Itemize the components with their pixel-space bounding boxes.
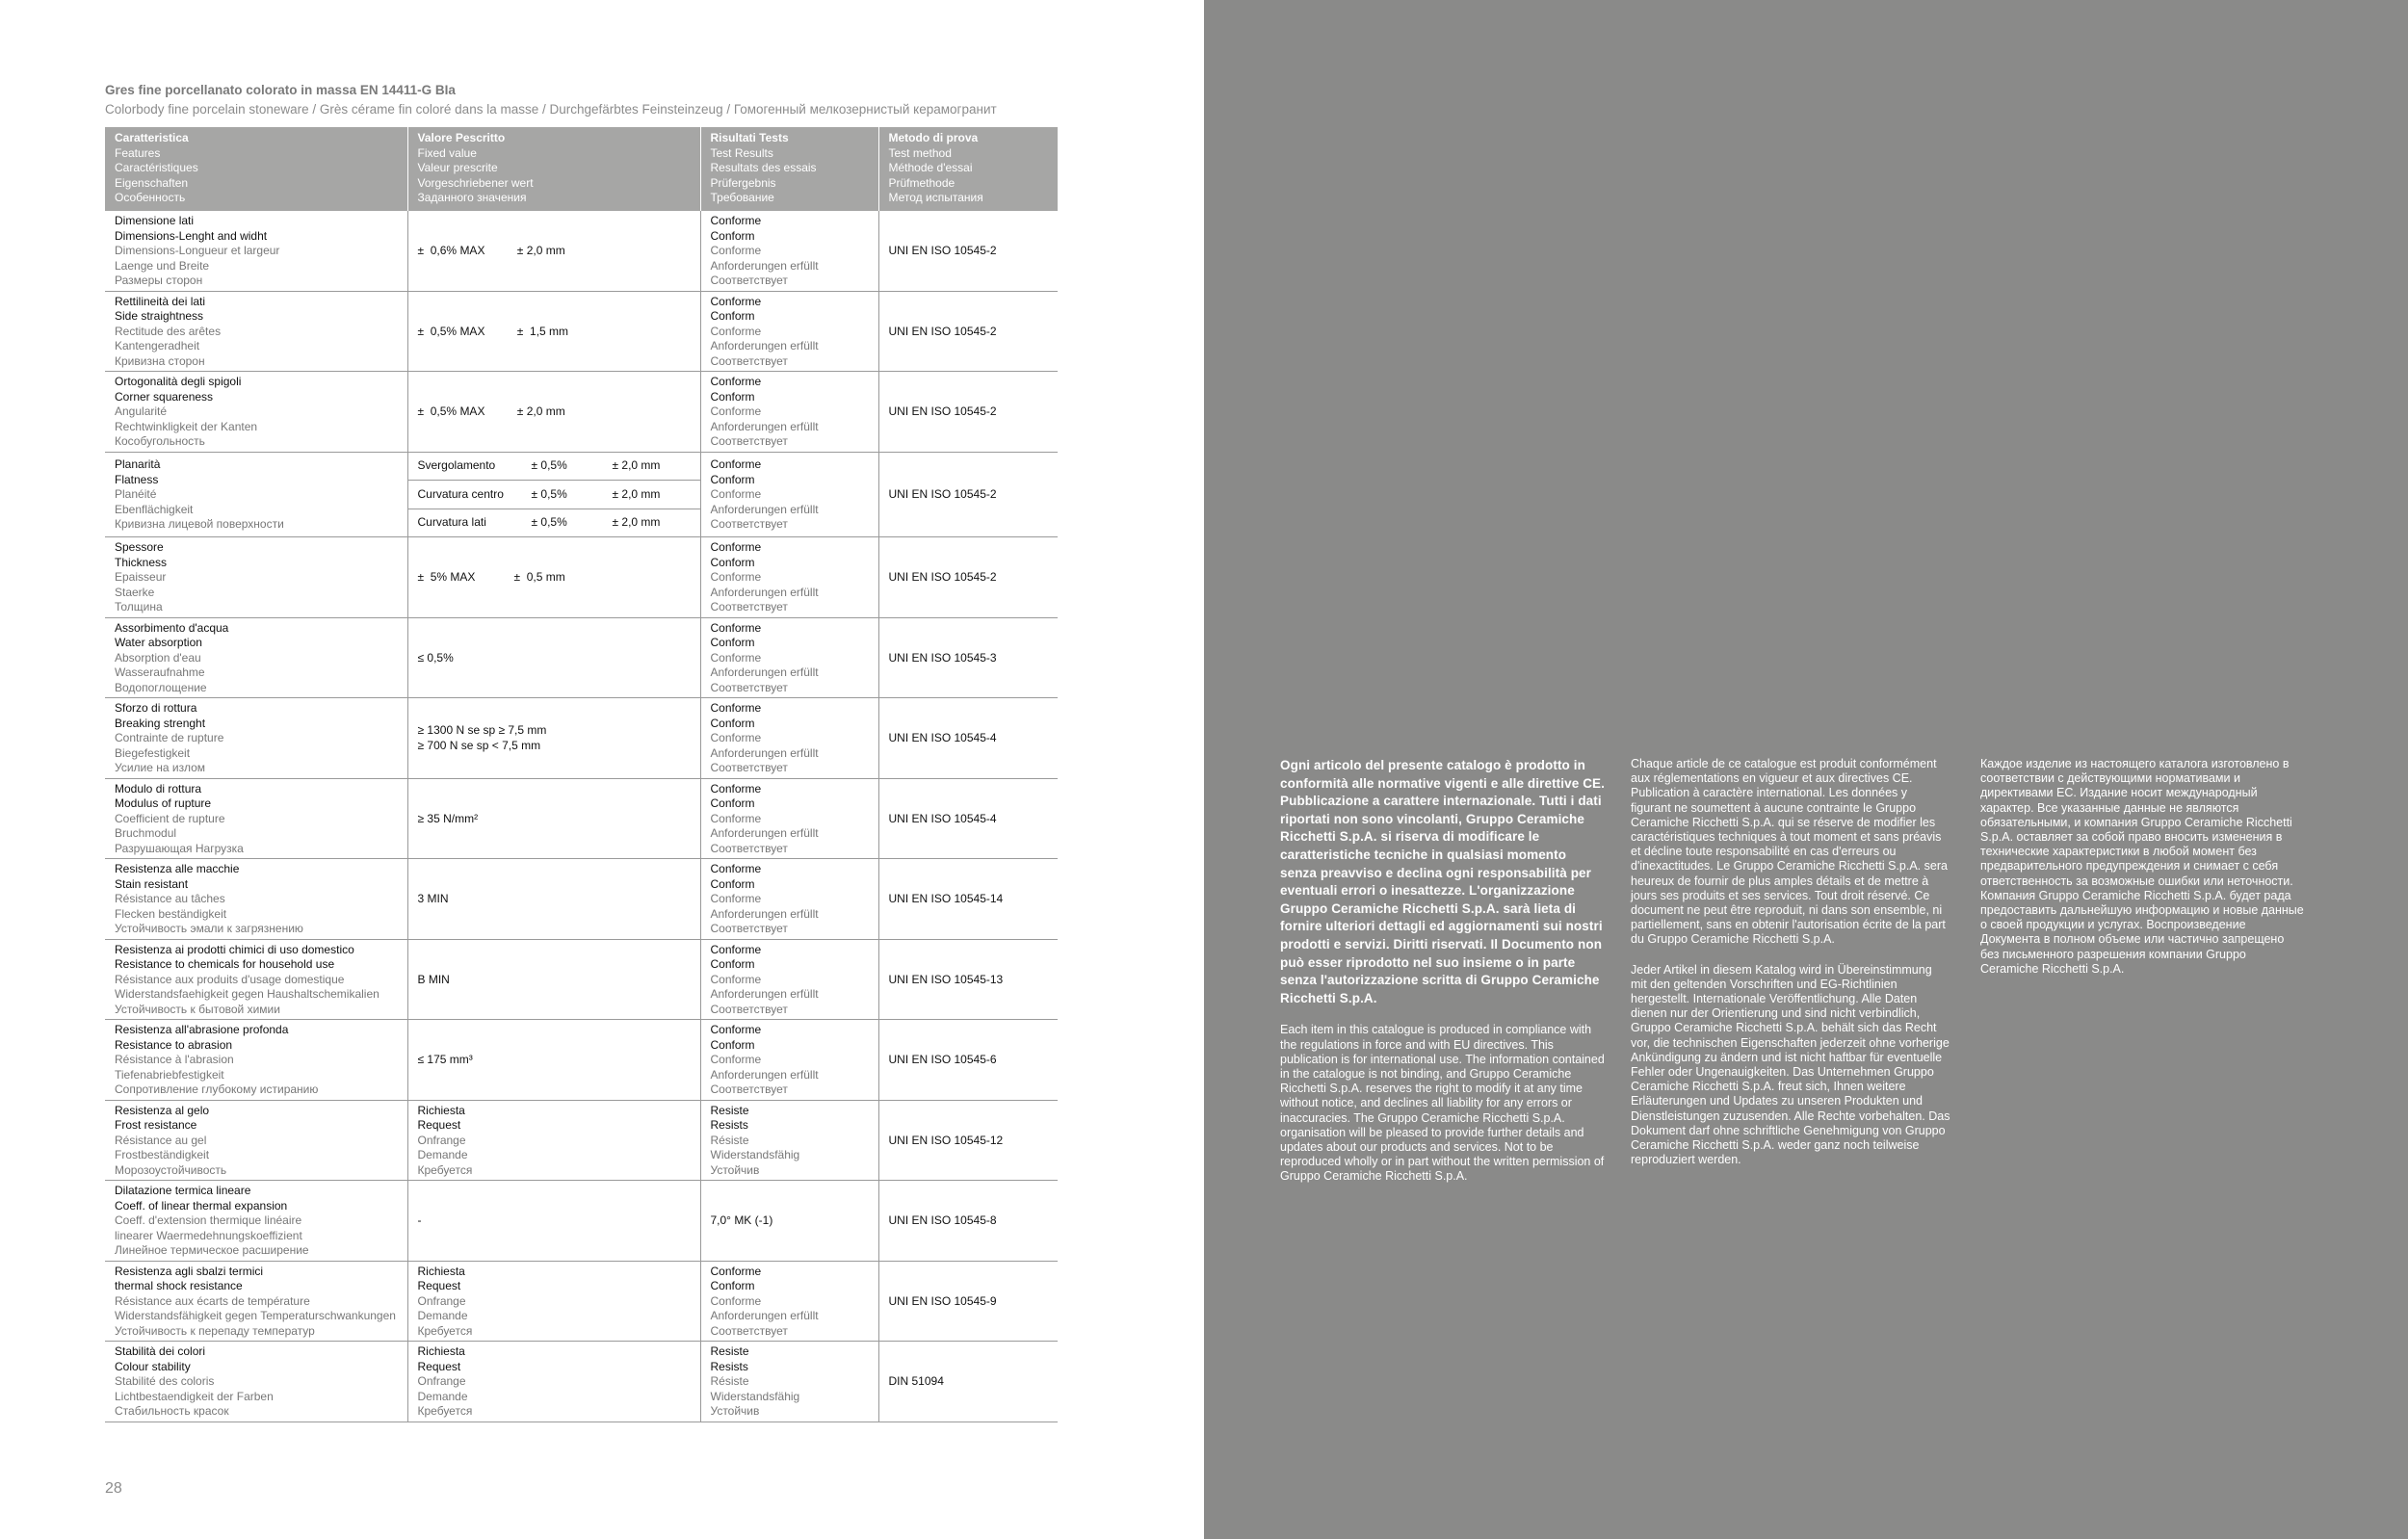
disclaimer-french: Chaque article de ce catalogue est produit conformément aux réglementations en vigueur et aux directives CE. Publication à caractère international. Les données y figurant ne soumettent à aucune contrainte le Gruppo Ceramiche Ricchetti S.p.A. qui se réserve de modifier les caractéristiques techniques à tout moment et sans préavis et décline toute responsabilité en cas d'erreurs ou d'inexactitudes. Le Gruppo Ceramiche Ricchetti S.p.A. sera heureux de fournir de plus amples détails et de mettre à jours ses produits et ses services. Tout droit réservé. Ce document ne peut être reproduit, ni dans son ensemble, ni partiellement, sans en obtenir l'autorisation écrite de la part du Gruppo Ceramiche Ricchetti S.p.A.	[1631, 757, 1948, 947]
method-cell	[878, 372, 1058, 453]
feature-italian: Assorbimento d'acqua	[115, 620, 229, 635]
feature-cell	[105, 939, 407, 1020]
results-translation: Widerstandsfähig	[710, 1148, 800, 1161]
header-test-results: Risultati Tests Test Results Resultats des essais Prüfergebnis Требование	[700, 127, 878, 211]
results-main: Resiste	[710, 1344, 749, 1358]
results-main: Conforme	[710, 214, 762, 227]
feature-cell	[105, 372, 407, 453]
value-cell	[407, 452, 700, 537]
table-header-row	[105, 127, 1058, 211]
feature-italian: Dimensione lati	[115, 214, 195, 227]
table-row	[105, 1020, 1058, 1101]
results-translation: Conforme	[710, 404, 762, 418]
table-row	[105, 778, 1058, 859]
value-text: ± 5% MAX ± 0,5 mm	[417, 570, 565, 584]
table-row	[105, 211, 1058, 291]
value-translation: Demande	[417, 1309, 468, 1322]
specifications-table	[105, 127, 1058, 1422]
results-translation: Устойчив	[710, 1404, 760, 1418]
feature-cell	[105, 1261, 407, 1342]
feature-cell	[105, 537, 407, 618]
results-main: Conform	[710, 636, 755, 649]
value-cell	[407, 537, 700, 618]
method-cell	[878, 1020, 1058, 1101]
feature-cell	[105, 778, 407, 859]
feature-english: Breaking strenght	[115, 716, 206, 730]
value-translation: Onfrange	[417, 1133, 466, 1147]
value-cell	[407, 1342, 700, 1422]
results-translation: Соответствует	[710, 353, 788, 368]
results-translation: Anforderungen erfüllt	[710, 419, 819, 433]
value-text: ≥ 35 N/mm²	[417, 811, 479, 825]
feature-english: Stain resistant	[115, 876, 189, 891]
flatness-percent: ± 0,5%	[531, 486, 567, 501]
value-translation: Demande	[417, 1148, 468, 1161]
header-test-method: Metodo di prova Test method Méthode d'essai Prüfmethode Метод испытания	[878, 127, 1058, 211]
value-text: 3 MIN	[417, 892, 449, 905]
results-main: Conforme	[710, 862, 762, 875]
feature-translation: linearer Waermedehnungskoeffizient	[115, 1228, 302, 1242]
results-translation: Conforme	[710, 1053, 762, 1066]
results-cell	[700, 537, 878, 618]
results-translation: Conforme	[710, 972, 762, 986]
results-translation: Устойчив	[710, 1162, 760, 1177]
feature-translation: Размеры сторон	[115, 274, 203, 287]
results-translation: Соответствует	[710, 600, 788, 613]
value-text: ≤ 0,5%	[417, 650, 454, 665]
results-translation: Résiste	[710, 1133, 749, 1147]
method-text: UNI EN ISO 10545-8	[888, 1213, 997, 1227]
results-main: Conforme	[710, 1023, 762, 1036]
flatness-subrow	[408, 481, 700, 509]
feature-translation: Усилие на излом	[115, 761, 206, 774]
value-cell	[407, 1020, 700, 1101]
method-cell	[878, 939, 1058, 1020]
feature-translation: Bruchmodul	[115, 826, 177, 840]
results-main: Conforme	[710, 1264, 762, 1278]
flatness-type: Curvatura lati	[417, 515, 486, 529]
results-main: Conform	[710, 716, 755, 730]
feature-italian: Resistenza all'abrasione profonda	[115, 1023, 289, 1036]
table-row	[105, 1261, 1058, 1342]
results-main: Conform	[710, 1037, 755, 1052]
results-cell	[700, 939, 878, 1020]
results-translation: Anforderungen erfüllt	[710, 906, 819, 921]
results-translation: Anforderungen erfüllt	[710, 987, 819, 1001]
results-translation: Соответствует	[710, 1323, 788, 1338]
value-text: ≤ 175 mm³	[417, 1053, 473, 1066]
feature-italian: Sforzo di rottura	[115, 701, 197, 715]
feature-translation: Водопоглощение	[115, 680, 207, 694]
results-translation: Widerstandsfähig	[710, 1389, 800, 1403]
table-row	[105, 537, 1058, 618]
feature-cell	[105, 1342, 407, 1422]
results-main: Conform	[710, 876, 755, 891]
feature-translation: Contrainte de rupture	[115, 731, 224, 744]
feature-translation: Résistance au tâches	[115, 892, 225, 905]
feature-translation: Толщина	[115, 600, 163, 613]
value-cell	[407, 1100, 700, 1181]
feature-translation: Устойчивость эмали к загрязнению	[115, 922, 303, 935]
feature-translation: Résistance au gel	[115, 1133, 207, 1147]
method-cell	[878, 859, 1058, 940]
method-text: UNI EN ISO 10545-4	[888, 731, 997, 744]
results-translation: Anforderungen erfüllt	[710, 339, 819, 352]
feature-translation: Сопротивление глубокому истиранию	[115, 1083, 319, 1096]
feature-translation: Flecken beständigkeit	[115, 906, 227, 921]
flatness-percent: ± 0,5%	[531, 458, 567, 472]
feature-translation: Widerstandsfähigkeit gegen Temperaturschwankungen	[115, 1309, 396, 1322]
feature-translation: Coeff. d'extension thermique linéaire	[115, 1213, 302, 1227]
feature-translation: Planéité	[115, 487, 157, 501]
results-main: Conform	[710, 389, 755, 404]
method-cell	[878, 617, 1058, 698]
results-main: Conforme	[710, 701, 762, 715]
value-translation: Onfrange	[417, 1293, 466, 1308]
feature-translation: Lichtbestaendigkeit der Farben	[115, 1389, 274, 1403]
feature-english: Water absorption	[115, 636, 202, 649]
value-text: ± 0,5% MAX ± 1,5 mm	[417, 324, 569, 338]
results-translation: Conforme	[710, 811, 762, 825]
feature-translation: Kantengeradheit	[115, 339, 200, 352]
value-main: Richiesta	[417, 1264, 465, 1278]
results-translation: Соответствует	[710, 761, 788, 774]
value-text: ± 0,6% MAX ± 2,0 mm	[417, 244, 565, 257]
results-translation: Соответствует	[710, 922, 788, 935]
value-cell	[407, 1181, 700, 1262]
feature-translation: Epaisseur	[115, 570, 167, 584]
value-line: ≥ 1300 N se sp ≥ 7,5 mm	[417, 723, 547, 738]
results-cell	[700, 211, 878, 291]
feature-italian: Dilatazione termica lineare	[115, 1184, 251, 1197]
feature-english: Dimensions-Lenght and widht	[115, 228, 268, 243]
feature-italian: Resistenza ai prodotti chimici di uso domestico	[115, 942, 354, 956]
feature-italian: Modulo di rottura	[115, 781, 202, 796]
results-main: Conforme	[710, 620, 762, 635]
results-main: Conform	[710, 796, 755, 810]
feature-translation: Кривизна сторон	[115, 353, 205, 368]
right-page	[1204, 0, 2408, 1539]
table-row	[105, 291, 1058, 372]
method-cell	[878, 291, 1058, 372]
feature-cell	[105, 1020, 407, 1101]
results-translation: Соответствует	[710, 434, 788, 448]
feature-english: Resistance to abrasion	[115, 1037, 233, 1052]
table-row	[105, 1342, 1058, 1422]
feature-cell	[105, 617, 407, 698]
table-row	[105, 939, 1058, 1020]
value-translation: Кребуется	[417, 1323, 473, 1338]
header-feature: Caratteristica Features Caractéristiques Eigenschaften Особенность	[105, 127, 407, 211]
feature-translation: Кособугольность	[115, 434, 205, 448]
feature-cell	[105, 1181, 407, 1262]
feature-translation: Ebenflächigkeit	[115, 502, 194, 516]
feature-translation: Wasseraufnahme	[115, 665, 205, 679]
feature-translation: Морозоустойчивость	[115, 1162, 227, 1177]
results-translation: Anforderungen erfüllt	[710, 1067, 819, 1082]
value-main: Request	[417, 1118, 461, 1132]
feature-english: Colour stability	[115, 1359, 191, 1373]
feature-translation: Coefficient de rupture	[115, 811, 225, 825]
feature-translation: Résistance aux écarts de température	[115, 1293, 310, 1308]
feature-translation: Absorption d'eau	[115, 650, 201, 665]
results-translation: Соответствует	[710, 274, 788, 287]
feature-translation: Biegefestigkeit	[115, 745, 191, 760]
method-cell	[878, 452, 1058, 537]
results-translation: Соответствует	[710, 841, 788, 855]
value-main: Request	[417, 1359, 461, 1373]
results-translation: Conforme	[710, 324, 762, 338]
method-text: UNI EN ISO 10545-2	[888, 324, 997, 338]
results-translation: Résiste	[710, 1374, 749, 1388]
method-cell	[878, 698, 1058, 779]
table-row	[105, 859, 1058, 940]
results-translation: Conforme	[710, 650, 762, 665]
results-text: 7,0° MK (-1)	[710, 1213, 773, 1227]
feature-translation: Stabilité des coloris	[115, 1374, 215, 1388]
flatness-subrow	[408, 453, 700, 482]
feature-cell	[105, 859, 407, 940]
disclaimer-english: Each item in this catalogue is produced in compliance with the regulations in force and with EU directives. This publication is for international use. The information contained in the catalogue is not binding, and Gruppo Ceramiche Ricchetti S.p.A. reserves the right to modify it at any time without notice, and declines all liability for any errors or inaccuracies. The Gruppo Ceramiche Ricchetti S.p.A. organisation will be pleased to provide further details and updates about our products and services. Not to be reproduced wholly or in part without the written permission of Gruppo Ceramiche Ricchetti S.p.A.	[1280, 1023, 1605, 1184]
disclaimer-column-1	[1280, 757, 1606, 1200]
method-text: UNI EN ISO 10545-2	[888, 570, 997, 584]
results-translation: Соответствует	[710, 680, 788, 694]
table-row	[105, 1100, 1058, 1181]
results-translation: Conforme	[710, 570, 762, 584]
disclaimer-column-3	[1980, 757, 2304, 992]
results-translation: Anforderungen erfüllt	[710, 585, 819, 599]
page-number: 28	[105, 1480, 122, 1497]
flatness-mm: ± 2,0 mm	[612, 458, 661, 472]
feature-english: Thickness	[115, 555, 168, 569]
feature-translation: Laenge und Breite	[115, 258, 210, 273]
table-row	[105, 698, 1058, 779]
value-main: Request	[417, 1279, 461, 1292]
feature-cell	[105, 1100, 407, 1181]
results-main: Resiste	[710, 1103, 749, 1117]
method-cell	[878, 1100, 1058, 1181]
feature-italian: Ortogonalità degli spigoli	[115, 375, 242, 388]
feature-translation: Разрушающая Нагрузка	[115, 841, 244, 855]
feature-translation: Angularité	[115, 404, 168, 418]
feature-italian: Resistenza al gelo	[115, 1103, 210, 1117]
results-translation: Соответствует	[710, 517, 788, 531]
method-text: UNI EN ISO 10545-2	[888, 404, 997, 418]
results-main: Conform	[710, 957, 755, 971]
value-cell	[407, 778, 700, 859]
flatness-mm: ± 2,0 mm	[612, 515, 661, 529]
feature-translation: Устойчивость к бытовой химии	[115, 1002, 280, 1016]
method-cell	[878, 778, 1058, 859]
feature-translation: Résistance aux produits d'usage domestique	[115, 972, 345, 986]
method-cell	[878, 1181, 1058, 1262]
method-cell	[878, 537, 1058, 618]
method-cell	[878, 1261, 1058, 1342]
results-cell	[700, 778, 878, 859]
value-main: Richiesta	[417, 1344, 465, 1358]
feature-translation: Устойчивость к перепаду температур	[115, 1323, 315, 1338]
feature-translation: Стабильность красок	[115, 1404, 229, 1418]
value-translation: Onfrange	[417, 1374, 466, 1388]
results-cell	[700, 698, 878, 779]
feature-cell	[105, 291, 407, 372]
results-translation: Соответствует	[710, 1083, 788, 1096]
results-translation: Anforderungen erfüllt	[710, 258, 819, 273]
table-row	[105, 452, 1058, 537]
table-row	[105, 372, 1058, 453]
results-main: Resists	[710, 1359, 748, 1373]
flatness-type: Curvatura centro	[417, 486, 504, 501]
feature-italian: Resistenza agli sbalzi termici	[115, 1264, 264, 1278]
feature-english: Coeff. of linear thermal expansion	[115, 1198, 288, 1213]
results-cell	[700, 1020, 878, 1101]
results-cell	[700, 1181, 878, 1262]
value-cell	[407, 939, 700, 1020]
feature-english: thermal shock resistance	[115, 1279, 243, 1292]
results-main: Conforme	[710, 457, 762, 471]
results-main: Conform	[710, 228, 755, 243]
results-translation: Conforme	[710, 487, 762, 501]
feature-italian: Rettilineità dei lati	[115, 294, 206, 308]
results-main: Conforme	[710, 540, 762, 554]
method-text: UNI EN ISO 10545-13	[888, 972, 1004, 986]
feature-english: Side straightness	[115, 309, 204, 323]
feature-english: Frost resistance	[115, 1118, 197, 1132]
disclaimer-column-2	[1631, 757, 1950, 1183]
feature-cell	[105, 698, 407, 779]
flatness-mm: ± 2,0 mm	[612, 486, 661, 501]
results-translation: Соответствует	[710, 1002, 788, 1016]
feature-translation: Résistance à l'abrasion	[115, 1053, 234, 1066]
results-main: Resists	[710, 1118, 748, 1132]
feature-translation: Линейное термическое расширение	[115, 1243, 309, 1257]
feature-cell	[105, 211, 407, 291]
feature-translation: Rectitude des arêtes	[115, 324, 222, 338]
results-cell	[700, 617, 878, 698]
value-cell	[407, 211, 700, 291]
feature-english: Resistance to chemicals for household use	[115, 957, 335, 971]
feature-translation: Widerstandsfaehigkeit gegen Haushaltschemikalien	[115, 987, 380, 1001]
value-translation: Кребуется	[417, 1404, 473, 1418]
method-text: UNI EN ISO 10545-12	[888, 1133, 1004, 1147]
feature-italian: Spessore	[115, 540, 164, 554]
value-cell	[407, 617, 700, 698]
results-main: Conforme	[710, 375, 762, 388]
results-cell	[700, 1261, 878, 1342]
results-cell	[700, 372, 878, 453]
results-translation: Conforme	[710, 1293, 762, 1308]
feature-translation: Frostbeständigkeit	[115, 1148, 210, 1161]
results-cell	[700, 1100, 878, 1181]
results-main: Conform	[710, 555, 755, 569]
feature-italian: Planarità	[115, 457, 161, 471]
flatness-subrow	[408, 509, 700, 537]
results-main: Conforme	[710, 294, 762, 308]
feature-translation: Кривизна лицевой поверхности	[115, 517, 284, 531]
value-cell	[407, 859, 700, 940]
method-cell	[878, 1342, 1058, 1422]
results-main: Conform	[710, 1279, 755, 1292]
method-text: UNI EN ISO 10545-2	[888, 244, 997, 257]
value-text: B MIN	[417, 972, 450, 986]
feature-italian: Resistenza alle macchie	[115, 862, 240, 875]
feature-translation: Staerke	[115, 585, 155, 599]
feature-cell	[105, 452, 407, 537]
document-title: Gres fine porcellanato colorato in massa EN 14411-G BIa	[105, 83, 456, 97]
value-cell	[407, 291, 700, 372]
flatness-type: Svergolamento	[417, 458, 496, 472]
disclaimer-italian: Ogni articolo del presente catalogo è prodotto in conformità alle normative vigenti e alle direttive CE. Pubblicazione a carattere internazionale. Tutti i dati riportati non sono vincolanti, Gruppo Ceramiche Ricchetti S.p.A. si riserva di modificare le caratteristiche tecniche in qualsiasi momento senza preavviso e declina ogni responsabilità per eventuali errori o inesattezze. L'organizzazione Gruppo Ceramiche Ricchetti S.p.A. sarà lieta di fornire ulteriori dettagli ed aggiornamenti sui nostri prodotti e servizi. Diritti riservati. Il Documento non può esser riprodotto nel suo insieme o in parte senza l'autorizzazione scritta di Gruppo Ceramiche Ricchetti S.p.A.	[1280, 758, 1605, 1005]
results-cell	[700, 1342, 878, 1422]
value-text: ± 0,5% MAX ± 2,0 mm	[417, 404, 565, 418]
method-text: UNI EN ISO 10545-6	[888, 1053, 997, 1066]
method-text: UNI EN ISO 10545-3	[888, 650, 997, 665]
method-cell	[878, 211, 1058, 291]
value-translation: Кребуется	[417, 1162, 473, 1177]
method-text: UNI EN ISO 10545-2	[888, 487, 997, 501]
flatness-percent: ± 0,5%	[531, 515, 567, 529]
document-subtitle: Colorbody fine porcelain stoneware / Grès cérame fin coloré dans la masse / Durchgefärbtes Feinsteinzeug / Гомогенный мелкозернистый керамогранит	[105, 102, 997, 117]
results-translation: Anforderungen erfüllt	[710, 1309, 819, 1322]
value-cell	[407, 372, 700, 453]
results-main: Conform	[710, 309, 755, 323]
results-translation: Conforme	[710, 731, 762, 744]
results-translation: Anforderungen erfüllt	[710, 502, 819, 516]
results-translation: Anforderungen erfüllt	[710, 665, 819, 679]
feature-english: Corner squareness	[115, 389, 214, 404]
results-main: Conform	[710, 472, 755, 486]
results-cell	[700, 859, 878, 940]
value-main: Richiesta	[417, 1103, 465, 1117]
disclaimer-russian: Каждое изделие из настоящего каталога изготовлено в соответствии с действующими нормативами и директивами ЕС. Издание носит международный характер. Все указанные данные не являются обязательными, и компания Gruppo Ceramiche Ricchetti S.p.A. оставляет за собой право вносить изменения в технические характеристики в любой момент без предварительного предупреждения и снимает с себя ответственность за возможные ошибки или неточности. Компания Gruppo Ceramiche Ricchetti S.p.A. будет рада предоставить дальнейшую информацию и новые данные о своей продукции и услугах. Воспроизведение Документа в полном объеме или частично запрещено без письменного разрешения компании Gruppo Ceramiche Ricchetti S.p.A.	[1980, 757, 2304, 976]
disclaimer-german: Jeder Artikel in diesem Katalog wird in Übereinstimmung mit den geltenden Vorschriften und EG-Richtlinien hergestellt. Internationale Veröffentlichung. Alle Daten dienen nur der Orientierung und sind nicht verbindlich, Gruppo Ceramiche Ricchetti S.p.A. behält sich das Recht vor, die technischen Eigenschaften jederzeit ohne vorherige Ankündigung zu ändern und ist nicht haftbar für eventuelle Fehler oder Ungenauigkeiten. Das Unternehmen Gruppo Ceramiche Ricchetti S.p.A. freut sich, Ihnen weitere Erläuterungen und Updates zu unseren Produkten und Dienstleistungen zuzusenden. Alle Rechte vorbehalten. Das Dokument darf ohne schriftliche Genehmigung von Gruppo Ceramiche Ricchetti S.p.A. weder ganz noch teilweise reproduziert werden.	[1631, 962, 1950, 1167]
feature-translation: Dimensions-Longueur et largeur	[115, 244, 280, 257]
results-translation: Conforme	[710, 244, 762, 257]
method-text: UNI EN ISO 10545-14	[888, 892, 1004, 905]
value-line: ≥ 700 N se sp < 7,5 mm	[417, 738, 541, 752]
results-translation: Anforderungen erfüllt	[710, 826, 819, 840]
header-fixed-value: Valore Pescritto Fixed value Valeur prescrite Vorgeschriebener wert Заданного значения	[407, 127, 700, 211]
table-row	[105, 617, 1058, 698]
results-main: Conforme	[710, 781, 762, 796]
feature-english: Flatness	[115, 472, 159, 486]
method-text: UNI EN ISO 10545-4	[888, 811, 997, 825]
value-cell	[407, 698, 700, 779]
table-row	[105, 1181, 1058, 1262]
value-cell	[407, 1261, 700, 1342]
feature-translation: Rechtwinkligkeit der Kanten	[115, 419, 258, 433]
value-translation: Demande	[417, 1389, 468, 1403]
value-text: -	[417, 1213, 422, 1227]
method-text: UNI EN ISO 10545-9	[888, 1293, 997, 1308]
method-text: DIN 51094	[888, 1374, 944, 1388]
results-cell	[700, 452, 878, 537]
feature-italian: Stabilità dei colori	[115, 1344, 206, 1358]
results-translation: Conforme	[710, 892, 762, 905]
results-translation: Anforderungen erfüllt	[710, 745, 819, 760]
feature-english: Modulus of rupture	[115, 796, 212, 810]
results-main: Conforme	[710, 942, 762, 956]
feature-translation: Tiefenabriebfestigkeit	[115, 1067, 224, 1082]
results-cell	[700, 291, 878, 372]
